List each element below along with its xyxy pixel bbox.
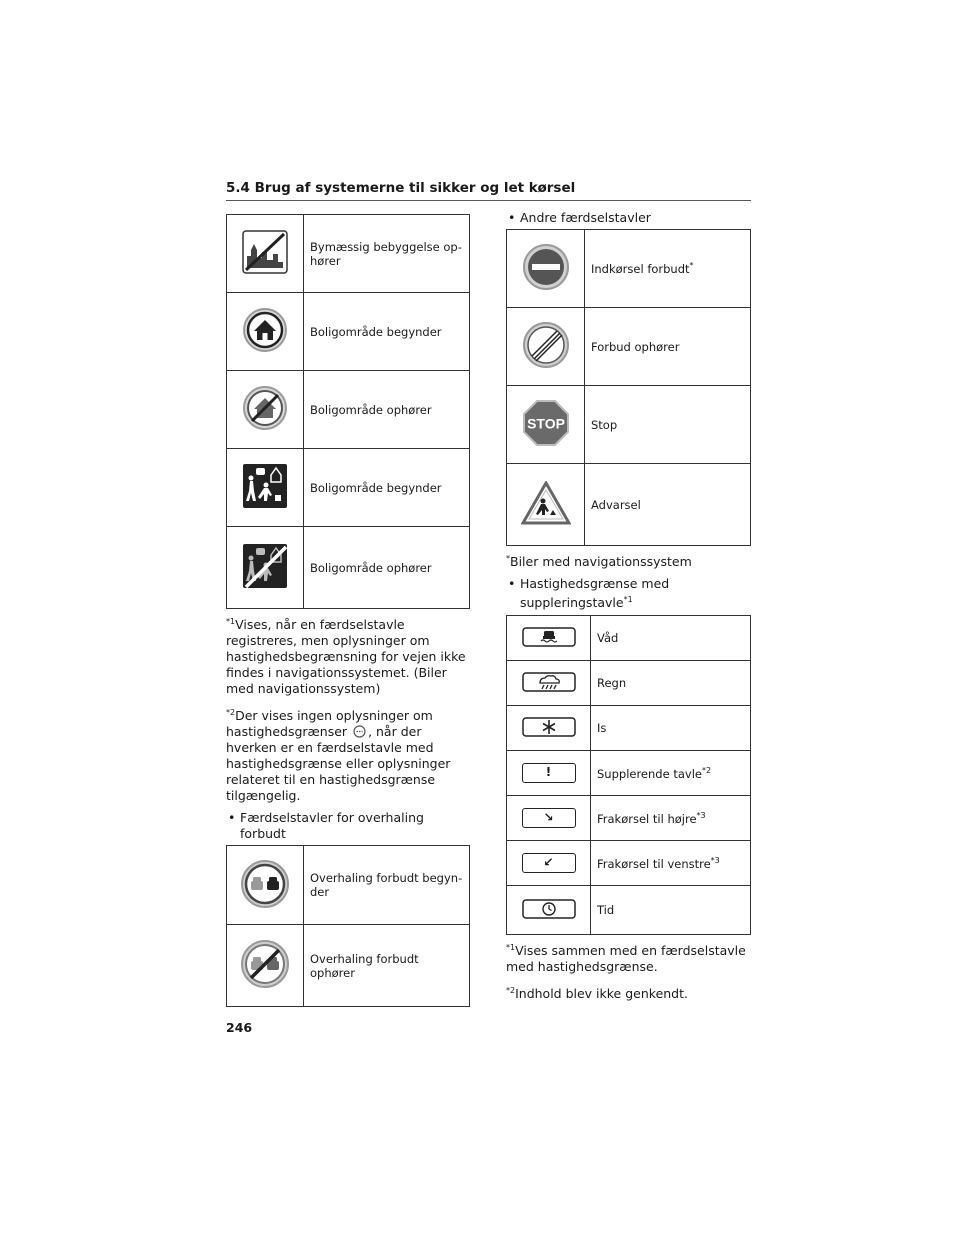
- sign-cell: [507, 308, 585, 386]
- table-row: [507, 706, 751, 751]
- sign-cell: [227, 925, 304, 1007]
- footnote-mark: *3: [696, 810, 706, 820]
- table-row: [507, 751, 751, 796]
- no-overtaking-end-icon: [240, 939, 290, 989]
- section-header: [226, 180, 751, 201]
- arrow-right-down-icon: ↘: [522, 808, 576, 828]
- footnote-text: Vises sammen med en færdselstavle med hastighedsgrænse.: [506, 943, 746, 975]
- no-speed-limit-info-icon: [353, 725, 366, 738]
- footnote-2: [226, 705, 470, 804]
- sign-label: Boligområde begynder: [304, 449, 470, 527]
- table-row: [507, 308, 751, 386]
- sign-label: Overhaling forbudt begyn- der: [304, 846, 470, 925]
- sign-label: [591, 841, 751, 886]
- footnote-text: Der vises ingen oplysninger om hastighedsgrænser: [226, 708, 433, 740]
- footnote-supp-1: [506, 940, 751, 975]
- sign-table-local: [226, 214, 470, 609]
- sign-label: Is: [591, 706, 751, 751]
- sign-table-other: [506, 229, 751, 546]
- rain-icon: [522, 672, 576, 692]
- label-text: Supplerende tavle: [597, 766, 702, 781]
- no-entry-icon: [522, 243, 570, 291]
- play-street-end-icon: [242, 543, 288, 589]
- stop-sign-icon: [522, 399, 570, 447]
- sign-cell: [507, 661, 591, 706]
- footnote-mark: *2: [506, 986, 516, 996]
- sign-label: Bymæssig bebyggelse op- hører: [304, 215, 470, 293]
- footnote-text: Biler med navigationssystem: [510, 554, 692, 570]
- footnote-mark: *1: [506, 943, 516, 953]
- footnote-text: Vises, når en færdselstavle registreres, men oplysninger om hastighedsbegrænsning for vejen ikke findes i navigationssystemet. (Biler med navigationssystem): [226, 617, 466, 697]
- sign-cell: [507, 886, 591, 935]
- sign-cell: [507, 751, 591, 796]
- label-text: Frakørsel til venstre: [597, 856, 711, 871]
- table-row: [227, 925, 470, 1007]
- footnote-supp-2: [506, 983, 751, 1002]
- sign-label: Tid: [591, 886, 751, 935]
- residential-end-icon: [242, 385, 288, 431]
- sign-label: Regn: [591, 661, 751, 706]
- sign-label: Boligområde ophører: [304, 527, 470, 609]
- exclamation-icon: !: [522, 763, 576, 783]
- bullet-other-signs: [506, 210, 751, 226]
- sign-cell: [507, 841, 591, 886]
- sign-cell: [507, 706, 591, 751]
- left-column: [226, 214, 470, 1007]
- table-row: [507, 841, 751, 886]
- footnote-text-continued: , når der hverken er en færdselstavle med hastighedsgrænse eller oplysninger relateret til en hastighedsgrænse tilgængelig.: [226, 724, 451, 804]
- sign-label: [591, 796, 751, 841]
- table-row: [227, 449, 470, 527]
- nav-footnote: [506, 551, 751, 570]
- sign-cell: [507, 386, 585, 464]
- play-street-start-icon: [242, 463, 288, 509]
- table-row: [507, 616, 751, 661]
- sign-cell: [227, 527, 304, 609]
- sign-label: Boligområde ophører: [304, 371, 470, 449]
- roadworks-warning-icon: [521, 481, 571, 525]
- arrow-left-down-icon: ↙: [522, 853, 576, 873]
- section-title: 5.4 Brug af systemerne til sikker og let kørsel: [226, 180, 576, 196]
- sign-label: [591, 751, 751, 796]
- bullet-overtaking: [226, 810, 470, 842]
- footnote-mark: *1: [623, 595, 633, 605]
- label-text: Frakørsel til højre: [597, 811, 697, 826]
- sign-cell: [227, 846, 304, 925]
- footnote-text: Indhold blev ikke genkendt.: [515, 986, 688, 1002]
- clock-icon: [522, 899, 576, 919]
- residential-start-icon: [242, 307, 288, 353]
- footnote-mark: *: [689, 261, 694, 271]
- sign-label: [585, 230, 751, 308]
- right-column: [506, 210, 751, 1003]
- sign-cell: [227, 449, 304, 527]
- label-text: Indkørsel forbudt: [591, 261, 690, 276]
- bullet-text: Andre færdselstavler: [520, 210, 651, 225]
- no-overtaking-icon: [240, 859, 290, 909]
- table-row: [507, 661, 751, 706]
- end-of-restriction-icon: [522, 321, 570, 369]
- sign-cell: [507, 230, 585, 308]
- sign-table-overtaking: [226, 845, 470, 1007]
- table-row: [227, 293, 470, 371]
- sign-label: Stop: [585, 386, 751, 464]
- sign-cell: [507, 796, 591, 841]
- sign-label: Overhaling forbudt ophører: [304, 925, 470, 1007]
- sign-label: Boligområde begynder: [304, 293, 470, 371]
- sign-label: Forbud ophører: [585, 308, 751, 386]
- sign-label: Våd: [591, 616, 751, 661]
- sign-cell: [227, 215, 304, 293]
- table-row: [227, 527, 470, 609]
- table-row: [227, 371, 470, 449]
- footnote-mark: *2: [701, 765, 712, 775]
- sign-table-supplementary: [506, 615, 751, 935]
- table-row: [507, 886, 751, 935]
- city-end-icon: [242, 230, 288, 274]
- bullet-text: Hastighedsgrænse med suppleringstavle: [520, 576, 670, 611]
- table-row: [507, 464, 751, 546]
- table-row: [507, 386, 751, 464]
- sign-cell: [507, 616, 591, 661]
- footnote-mark: *1: [226, 617, 236, 626]
- footnote-mark: *3: [710, 855, 720, 865]
- snowflake-icon: [522, 717, 576, 737]
- sign-cell: [227, 293, 304, 371]
- table-row: [227, 846, 470, 925]
- page-number: 246: [226, 1020, 253, 1035]
- wet-road-icon: [522, 627, 576, 647]
- table-row: [507, 796, 751, 841]
- footnote-mark: *2: [226, 708, 236, 718]
- sign-cell: [507, 464, 585, 546]
- sign-cell: [227, 371, 304, 449]
- bullet-text: Færdselstavler for overhaling forbudt: [240, 810, 424, 842]
- table-row: [227, 215, 470, 293]
- footnote-mark: *: [506, 554, 510, 563]
- bullet-supplementary: [506, 576, 751, 611]
- table-row: [507, 230, 751, 308]
- footnote-1: [226, 614, 470, 697]
- sign-label: Advarsel: [585, 464, 751, 546]
- stop-sign-text: STOP: [526, 415, 565, 432]
